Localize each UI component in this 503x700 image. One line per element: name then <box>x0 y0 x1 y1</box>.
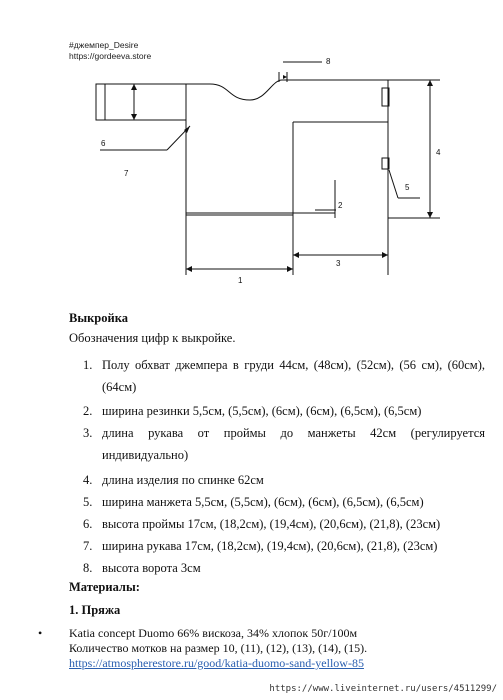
source-url: https://www.liveinternet.ru/users/4511299/ <box>269 684 497 694</box>
list-item-text: длина изделия по спинке 62см <box>102 473 264 487</box>
yarn-title: 1. Пряжа <box>69 603 121 617</box>
list-item <box>75 513 485 535</box>
materials-title: Материалы: <box>69 580 140 594</box>
list-item <box>75 400 485 422</box>
diagram-neckline <box>210 80 282 100</box>
diagram-label-3: 3 <box>336 259 341 268</box>
hashtag-text: #джемпер_Desire <box>69 40 139 50</box>
yarn-quantity: Количество мотков на размер 10, (11), (12), (13), (14), (15). <box>69 641 368 655</box>
list-item-number: 7. <box>83 539 93 553</box>
list-item-number: 4. <box>83 473 93 487</box>
list-item-text: ширина рукава 17см, (18,2см), (19,4см), (20,6см), (21,8), (23см) <box>102 539 438 553</box>
diagram-left-cuff <box>96 84 105 120</box>
list-item-number: 8. <box>83 561 93 575</box>
legend-list <box>75 354 485 579</box>
list-item <box>75 491 485 513</box>
list-item-number: 1. <box>83 358 93 372</box>
list-item-number: 5. <box>83 495 93 509</box>
diagram-label-1: 1 <box>238 276 243 285</box>
list-item <box>75 469 485 491</box>
list-item-text: высота ворота 3см <box>102 561 201 575</box>
list-item-number: 3. <box>83 426 93 440</box>
diagram-label-8: 8 <box>326 57 331 66</box>
pattern-diagram <box>0 0 503 300</box>
yarn-details <box>38 626 478 671</box>
list-item-text: высота проймы 17см, (18,2см), (19,4см), (20,6см), (21,8), (23см) <box>102 517 441 531</box>
bullet-icon: • <box>38 626 43 640</box>
diagram-label-7: 7 <box>124 169 129 178</box>
site-text: https://gordeeva.store <box>69 51 152 61</box>
diagram-label-2: 2 <box>338 201 343 210</box>
list-item-text: Полу обхват джемпера в груди 44см, (48см), (52см), (56 см), (60см), (64см) <box>102 358 485 394</box>
list-item <box>75 535 485 557</box>
diagram-label-4: 4 <box>436 148 441 157</box>
list-item-number: 2. <box>83 404 93 418</box>
list-item-text: длина рукава от проймы до манжеты 42см (регулируется индивидуально) <box>102 426 485 462</box>
list-item-text: ширина манжета 5,5см, (5,5см), (6см), (6см), (6,5см), (6,5см) <box>102 495 424 509</box>
diagram-label-6: 6 <box>101 139 106 148</box>
diagram-leader-5 <box>389 170 398 198</box>
diagram-label-5: 5 <box>405 183 410 192</box>
list-item-number: 6. <box>83 517 93 531</box>
list-item <box>75 354 485 398</box>
section-title: Выкройка <box>69 311 128 325</box>
yarn-store-link[interactable]: https://atmospherestore.ru/good/katia-duomo-sand-yellow-85 <box>69 656 364 670</box>
intro-text: Обозначения цифр к выкройке. <box>69 331 236 345</box>
list-item-text: ширина резинки 5,5см, (5,5см), (6см), (6см), (6,5см), (6,5см) <box>102 404 422 418</box>
list-item <box>75 422 485 466</box>
yarn-composition: Katia concept Duomo 66% вискоза, 34% хлопок 50г/100м <box>69 626 358 640</box>
list-item <box>75 557 485 579</box>
